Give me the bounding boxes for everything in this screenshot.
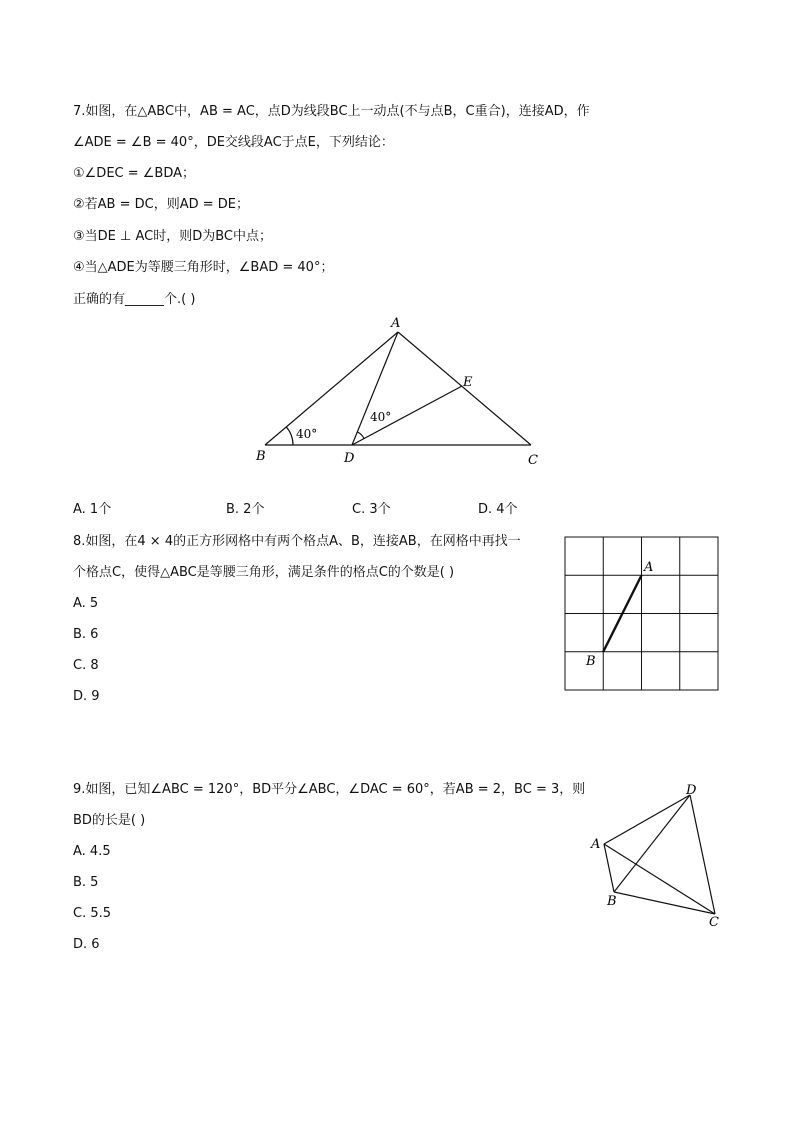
point-b-label: B <box>256 449 266 464</box>
angle-b-arc <box>286 427 293 445</box>
q9-option-d[interactable]: D. 6 <box>73 937 100 952</box>
point-c-label: C <box>709 915 719 930</box>
q7-stem-line1: 7.如图，在△ABC中，AB = AC，点D为线段BC上一动点(不与点B，C重合)，连接AD，作 <box>73 104 590 119</box>
segment-ac <box>604 844 715 914</box>
segment-ad <box>604 795 690 844</box>
segment-dc <box>690 795 715 914</box>
angle-d-arc <box>358 432 365 439</box>
segment-bd <box>614 795 690 892</box>
point-a-label: A <box>591 837 601 852</box>
q8-stem-line1: 8.如图，在4 × 4的正方形网格中有两个格点A、B，连接AB，在网格中再找一 <box>73 534 521 549</box>
segment-de <box>352 386 462 445</box>
q8-grid-figure <box>560 532 725 697</box>
point-b-label: B <box>586 654 596 669</box>
q9-stem-line2: BD的长是( ) <box>73 813 146 828</box>
point-d-label: D <box>686 783 697 798</box>
segment-ab <box>265 332 398 445</box>
q7-option-a[interactable]: A. 1个 <box>73 502 112 517</box>
q9-option-c[interactable]: C. 5.5 <box>73 906 112 921</box>
q9-option-b[interactable]: B. 5 <box>73 875 99 890</box>
q9-quadrilateral-figure <box>585 780 725 930</box>
q9-option-a[interactable]: A. 4.5 <box>73 844 111 859</box>
q7-statement-3: ③当DE ⊥ AC时，则D为BC中点； <box>73 229 272 244</box>
q8-option-d[interactable]: D. 9 <box>73 689 100 704</box>
q8-option-c[interactable]: C. 8 <box>73 658 99 673</box>
segment-ad <box>352 332 398 445</box>
segment-bc <box>614 892 715 914</box>
q7-option-c[interactable]: C. 3个 <box>352 502 391 517</box>
q7-stem-line2: ∠ADE = ∠B = 40°，DE交线段AC于点E，下列结论： <box>73 135 394 150</box>
q7-question: 正确的有______个.( ) <box>73 292 196 307</box>
point-c-label: C <box>528 453 538 468</box>
q9-stem-line1: 9.如图，已知∠ABC = 120°，BD平分∠ABC，∠DAC = 60°，若AB = 2，BC = 3，则 <box>73 782 586 797</box>
angle-b-label: 40° <box>296 427 318 441</box>
q8-option-a[interactable]: A. 5 <box>73 596 99 611</box>
point-b-label: B <box>607 894 617 909</box>
point-d-label: D <box>344 451 355 466</box>
q8-option-b[interactable]: B. 6 <box>73 627 99 642</box>
q8-stem-line2: 个格点C，使得△ABC是等腰三角形，满足条件的格点C的个数是( ) <box>73 565 455 580</box>
q7-statement-1: ①∠DEC = ∠BDA； <box>73 166 196 181</box>
q7-statement-2: ②若AB = DC，则AD = DE； <box>73 197 249 212</box>
point-a-label: A <box>644 560 654 575</box>
point-e-label: E <box>463 375 473 390</box>
q7-statement-4: ④当△ADE为等腰三角形时，∠BAD = 40°； <box>73 260 334 275</box>
angle-d-label: 40° <box>370 410 392 424</box>
q7-option-d[interactable]: D. 4个 <box>478 502 518 517</box>
q7-triangle-figure <box>250 310 550 470</box>
q7-option-b[interactable]: B. 2个 <box>226 502 265 517</box>
point-a-label: A <box>391 316 401 331</box>
segment-ab <box>604 844 614 892</box>
